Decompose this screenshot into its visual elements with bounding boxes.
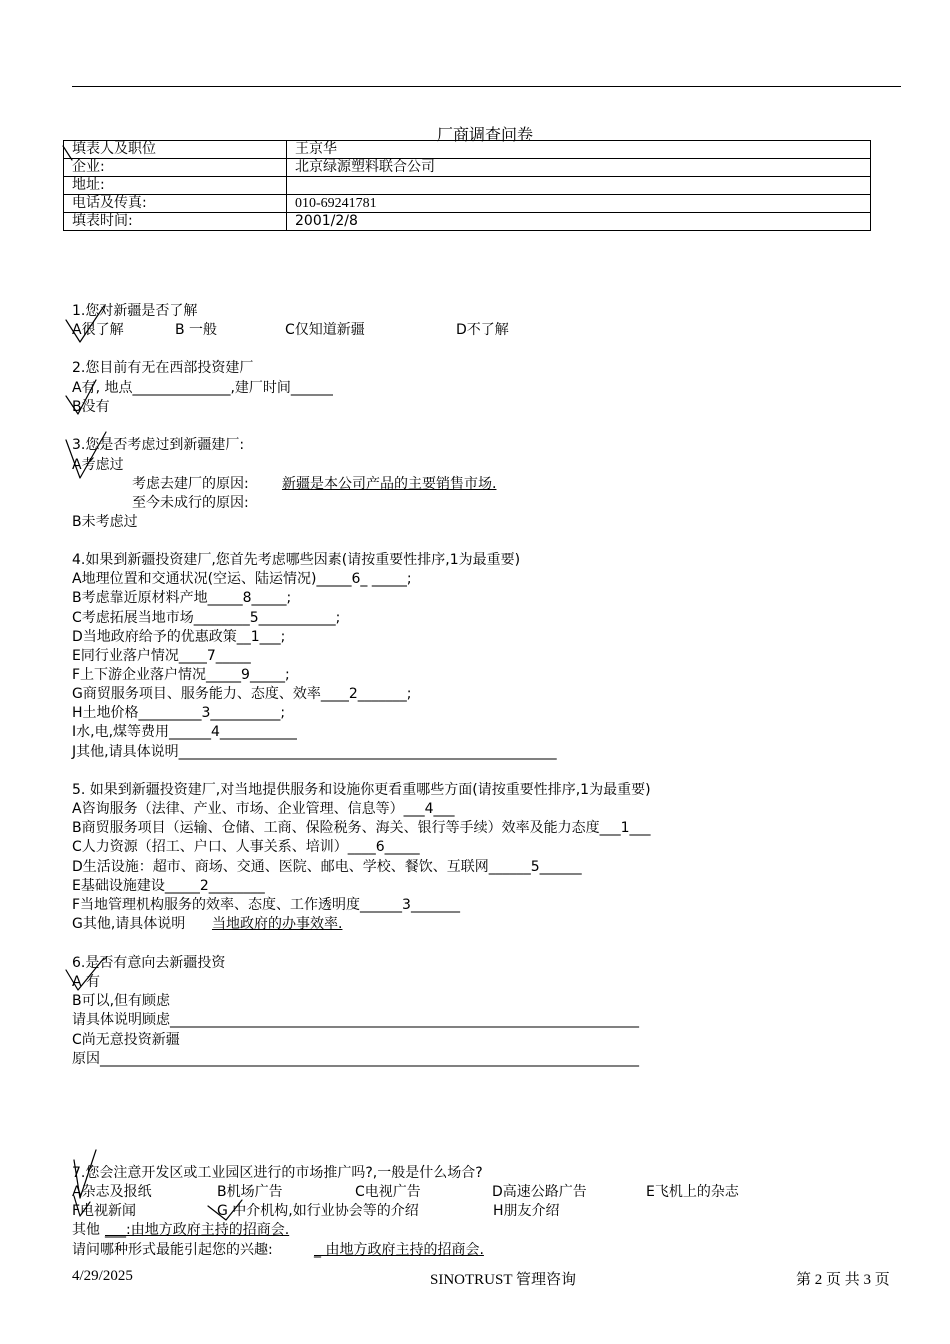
q4-item: D当地政府给予的优惠政策__1___; bbox=[72, 629, 286, 645]
q3-reason-label: 考虑去建厂的原因: bbox=[132, 476, 249, 492]
checkmark-icon bbox=[74, 1150, 96, 1198]
q3-question: 3.您是否考虑过到新疆建厂: bbox=[72, 437, 245, 453]
q7-option: G 中介机构,如行业协会等的介绍 bbox=[217, 1203, 419, 1219]
info-value: 2001/2/8 bbox=[287, 213, 871, 231]
q1-option-c: C仅知道新疆 bbox=[285, 322, 365, 338]
q2-option-a: A有, 地点______________,建厂时间______ bbox=[72, 380, 333, 396]
q7-other-label: 其他 bbox=[72, 1222, 100, 1238]
info-value: 北京绿源塑料联合公司 bbox=[287, 159, 871, 177]
checkmark-icon bbox=[63, 146, 72, 160]
checkmark-icon bbox=[208, 1200, 242, 1220]
q7-option: H朋友介绍 bbox=[493, 1203, 560, 1219]
info-label: 企业: bbox=[64, 159, 287, 177]
q2-option-b: B没有 bbox=[72, 399, 110, 415]
q4-item: C考虑拓展当地市场________5___________; bbox=[72, 610, 341, 626]
q7-interest-label: 请问哪种形式最能引起您的兴趣: bbox=[72, 1242, 273, 1258]
q7-option: B机场广告 bbox=[217, 1184, 283, 1200]
q4-item: J其他,请具体说明______________________________________________________ bbox=[72, 744, 557, 760]
q6-option-b: B可以,但有顾虑 bbox=[72, 993, 171, 1009]
q5-item: C人力资源（招工、户口、人事关系、培训）____6_____ bbox=[72, 839, 420, 855]
checkmark-icon bbox=[66, 432, 106, 478]
footer-company: SINOTRUST 管理咨询 bbox=[430, 1272, 576, 1288]
q5-item: B商贸服务项目（运输、仓储、工商、保险税务、海关、银行等手续）效率及能力态度___1___ bbox=[72, 820, 651, 836]
footer-page-number: 第 2 页 共 3 页 bbox=[796, 1272, 890, 1288]
q7-option: E飞机上的杂志 bbox=[646, 1184, 739, 1200]
q5-item: E基础设施建设_____2________ bbox=[72, 878, 265, 894]
q7-interest-value: _ 由地方政府主持的招商会. bbox=[314, 1242, 484, 1258]
q7-option: A杂志及报纸 bbox=[72, 1184, 152, 1200]
q6-reason: 原因_____________________________________________________________________________ bbox=[72, 1051, 639, 1067]
q5-item: D生活设施：超市、商场、交通、医院、邮电、学校、餐饮、互联网______5______ bbox=[72, 859, 582, 875]
q4-item: A地理位置和交通状况(空运、陆运情况)_____6_ _____; bbox=[72, 571, 412, 587]
q1-option-a: A很了解 bbox=[72, 322, 124, 338]
q4-item: E同行业落户情况____7_____ bbox=[72, 648, 251, 664]
q4-item: H土地价格_________3__________; bbox=[72, 705, 286, 721]
q1-option-d: D不了解 bbox=[456, 322, 509, 338]
q1-question: 1.您对新疆是否了解 bbox=[72, 303, 198, 319]
form-title: 厂商调查问卷 bbox=[436, 127, 533, 144]
info-label: 填表人及职位 bbox=[64, 141, 287, 159]
checkmark-icon bbox=[74, 1196, 90, 1216]
info-value: 010-69241781 bbox=[287, 195, 871, 213]
checkmark-icon bbox=[66, 306, 104, 342]
q5-other-value: 当地政府的办事效率. bbox=[212, 916, 343, 932]
q7-question: 7.您会注意开发区或工业园区进行的市场推广吗?,一般是什么场合? bbox=[72, 1165, 483, 1181]
q4-item: G商贸服务项目、服务能力、态度、效率____2_______; bbox=[72, 686, 412, 702]
q3-not-done-label: 至今未成行的原因: bbox=[132, 495, 249, 511]
q1-option-b: B 一般 bbox=[175, 322, 218, 338]
info-label: 电话及传真: bbox=[64, 195, 287, 213]
info-label: 地址: bbox=[64, 177, 287, 195]
checkmark-icon bbox=[66, 958, 104, 990]
q6-option-c: C尚无意投资新疆 bbox=[72, 1032, 180, 1048]
footer-date: 4/29/2025 bbox=[72, 1268, 133, 1284]
checkmark-icon bbox=[66, 380, 96, 414]
q7-option: D高速公路广告 bbox=[492, 1184, 587, 1200]
q5-item: F当地管理机构服务的效率、态度、工作透明度______3_______ bbox=[72, 897, 460, 913]
q4-item: B考虑靠近原材料产地_____8_____; bbox=[72, 590, 292, 606]
q4-item: I水,电,煤等费用______4___________ bbox=[72, 724, 297, 740]
q7-option: C电视广告 bbox=[355, 1184, 421, 1200]
q7-option: F电视新闻 bbox=[72, 1203, 137, 1219]
q6-option-a: A 有 bbox=[72, 974, 101, 990]
info-value: 王京华 bbox=[287, 141, 871, 159]
q4-item: F上下游企业落户情况_____9_____; bbox=[72, 667, 290, 683]
q4-question: 4.如果到新疆投资建厂,您首先考虑哪些因素(请按重要性排序,1为最重要) bbox=[72, 552, 521, 568]
info-label: 填表时间: bbox=[64, 213, 287, 231]
q5-question: 5. 如果到新疆投资建厂,对当地提供服务和设施你更看重哪些方面(请按重要性排序,1为最重要) bbox=[72, 782, 651, 798]
q3-option-a: A考虑过 bbox=[72, 457, 124, 473]
q3-reason-value: 新疆是本公司产品的主要销售市场. bbox=[282, 476, 497, 492]
q2-question: 2.您目前有无在西部投资建厂 bbox=[72, 360, 254, 376]
q6-detail: 请具体说明顾虑___________________________________________________________________ bbox=[72, 1012, 639, 1028]
q3-option-b: B未考虑过 bbox=[72, 514, 138, 530]
q5-other-label: G其他,请具体说明 bbox=[72, 916, 186, 932]
q5-item: A咨询服务（法律、产业、市场、企业管理、信息等）___4___ bbox=[72, 801, 455, 817]
q6-question: 6.是否有意向去新疆投资 bbox=[72, 955, 226, 971]
q7-other-value: ___:由地方政府主持的招商会. bbox=[105, 1222, 290, 1238]
